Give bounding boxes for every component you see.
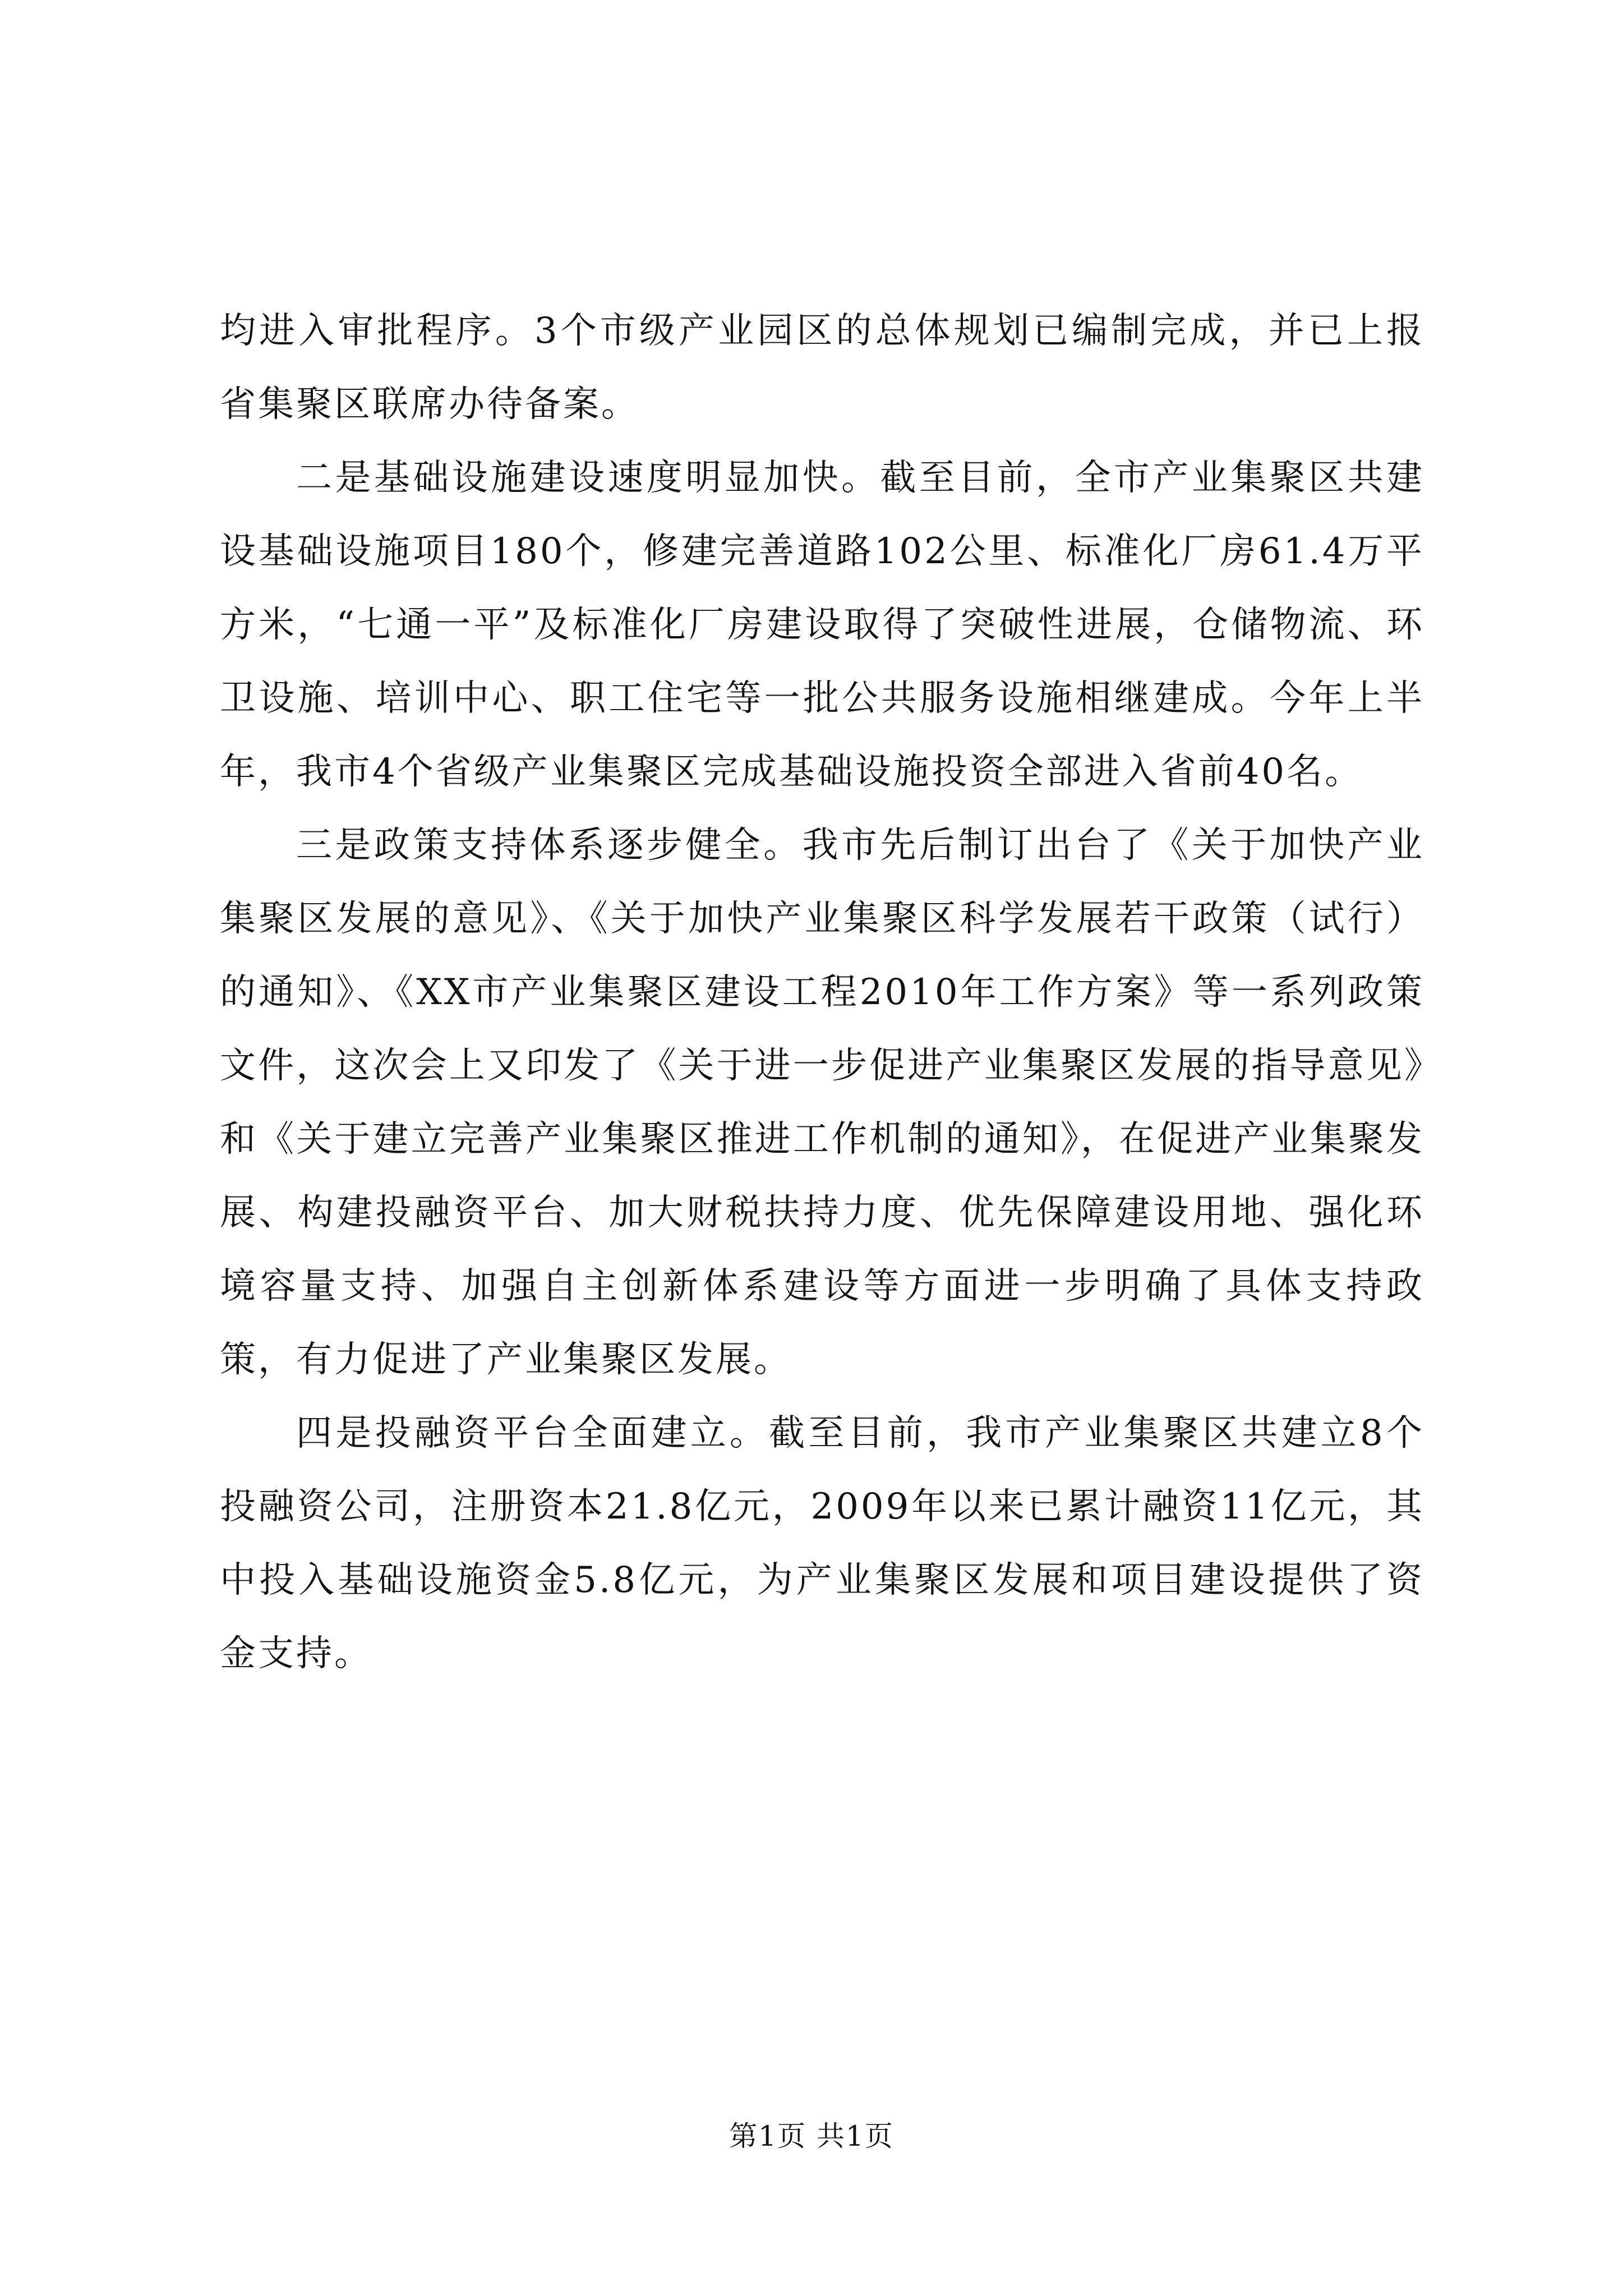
paragraph-infrastructure: 二是基础设施建设速度明显加快。截至目前，全市产业集聚区共建设基础设施项目180个，修建完善道路102公里、标准化厂房61.4万平方米，“七通一平”及标准化厂房建设取得了突破性进展，仓储物流、环卫设施、培训中心、职工住宅等一批公共服务设施相继建成。今年上半年，我市4个省级产业集聚区完成基础设施投资全部进入省前40名。 — [220, 457, 1424, 793]
page-footer: 第1页 共1页 — [729, 2120, 894, 2152]
paragraph-policy-support: 三是政策支持体系逐步健全。我市先后制订出台了《关于加快产业集聚区发展的意见》、《关于加快产业集聚区科学发展若干政策（试行）的通知》、《XX市产业集聚区建设工程2010年工作方案》等一系列政策文件，这次会上又印发了《关于进一步促进产业集聚区发展的指导意见》和《关于建立完善产业集聚区推进工作机制的通知》，在促进产业集聚发展、构建投融资平台、加大财税扶持力度、优先保障建设用地、强化环境容量支持、加强自主创新体系建设等方面进一步明确了具体支持政策，有力促进了产业集聚区发展。 — [220, 825, 1424, 1381]
paragraph-financing-platform: 四是投融资平台全面建立。截至目前，我市产业集聚区共建立8个投融资公司，注册资本21.8亿元，2009年以来已累计融资11亿元，其中投入基础设施资金5.8亿元，为产业集聚区发展和项目建设提供了资金支持。 — [220, 1412, 1424, 1674]
paragraph-continuation: 均进入审批程序。3个市级产业园区的总体规划已编制完成，并已上报省集聚区联席办待备案。 — [220, 310, 1424, 425]
document-body — [220, 295, 1424, 1691]
